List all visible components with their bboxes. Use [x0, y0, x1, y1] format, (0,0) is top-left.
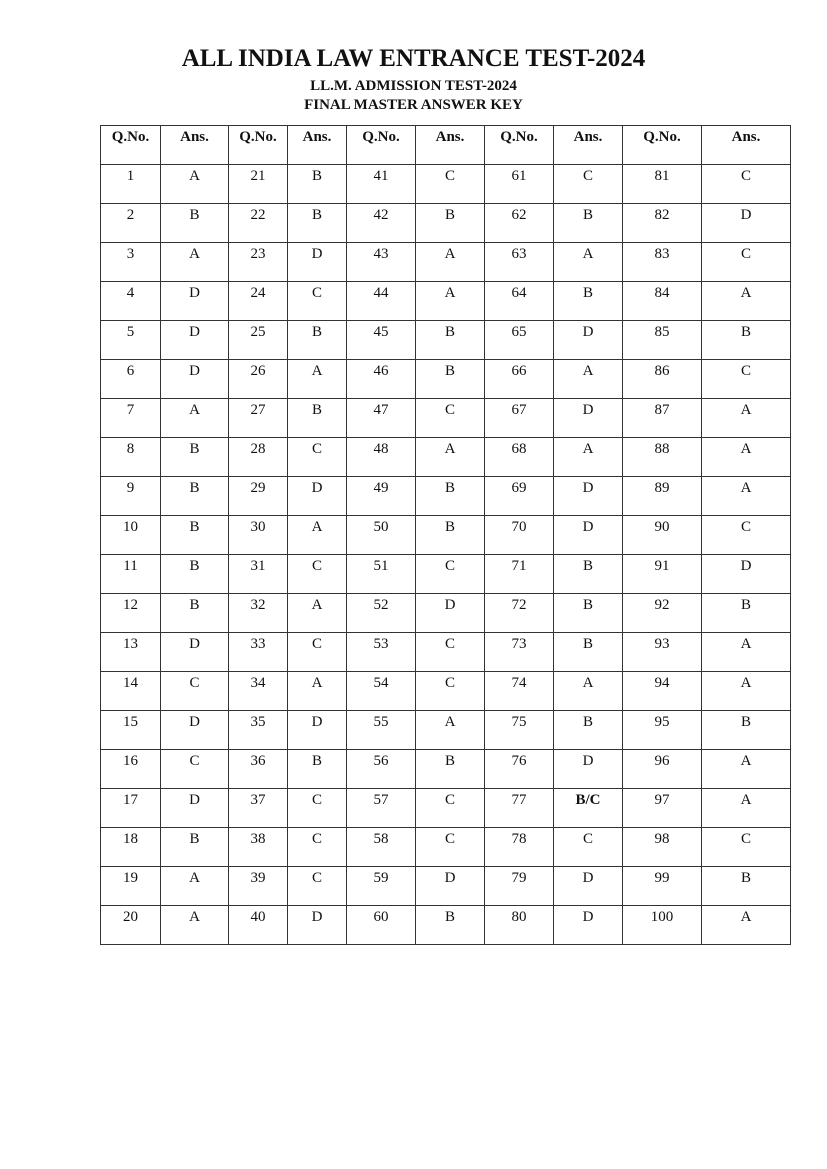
header-qno: Q.No. [623, 126, 702, 165]
answer-cell: D [702, 555, 791, 594]
header-ans: Ans. [554, 126, 623, 165]
answer-cell: B [288, 321, 347, 360]
question-number-cell: 10 [101, 516, 161, 555]
answer-cell: B [288, 165, 347, 204]
question-number-cell: 3 [101, 243, 161, 282]
answer-key-table [100, 125, 791, 945]
answer-cell: A [288, 594, 347, 633]
question-number-cell: 92 [623, 594, 702, 633]
answer-cell: B [288, 750, 347, 789]
question-number-cell: 18 [101, 828, 161, 867]
answer-cell: A [702, 477, 791, 516]
question-number-cell: 69 [485, 477, 554, 516]
answer-cell: C [288, 633, 347, 672]
answer-cell: C [288, 789, 347, 828]
answer-cell: B [161, 828, 229, 867]
question-number-cell: 16 [101, 750, 161, 789]
answer-cell: A [702, 399, 791, 438]
answer-cell: A [416, 438, 485, 477]
answer-cell: A [554, 243, 623, 282]
question-number-cell: 55 [347, 711, 416, 750]
question-number-cell: 58 [347, 828, 416, 867]
answer-cell: D [554, 906, 623, 945]
answer-cell: B [554, 555, 623, 594]
question-number-cell: 38 [229, 828, 288, 867]
question-number-cell: 42 [347, 204, 416, 243]
question-number-cell: 68 [485, 438, 554, 477]
answer-cell: B [702, 711, 791, 750]
question-number-cell: 81 [623, 165, 702, 204]
question-number-cell: 35 [229, 711, 288, 750]
answer-cell: A [702, 789, 791, 828]
answer-cell: D [161, 360, 229, 399]
question-number-cell: 24 [229, 282, 288, 321]
answer-cell: A [161, 399, 229, 438]
answer-cell: D [416, 594, 485, 633]
question-number-cell: 87 [623, 399, 702, 438]
question-number-cell: 23 [229, 243, 288, 282]
question-number-cell: 61 [485, 165, 554, 204]
answer-cell: A [554, 438, 623, 477]
question-number-cell: 64 [485, 282, 554, 321]
question-number-cell: 28 [229, 438, 288, 477]
table-row [101, 477, 791, 516]
table-row [101, 438, 791, 477]
question-number-cell: 31 [229, 555, 288, 594]
question-number-cell: 26 [229, 360, 288, 399]
question-number-cell: 34 [229, 672, 288, 711]
answer-cell: C [288, 282, 347, 321]
answer-cell: A [288, 516, 347, 555]
question-number-cell: 73 [485, 633, 554, 672]
answer-cell: A [288, 360, 347, 399]
question-number-cell: 51 [347, 555, 416, 594]
question-number-cell: 43 [347, 243, 416, 282]
answer-cell: C [416, 399, 485, 438]
question-number-cell: 40 [229, 906, 288, 945]
answer-cell: A [554, 672, 623, 711]
question-number-cell: 48 [347, 438, 416, 477]
question-number-cell: 30 [229, 516, 288, 555]
question-number-cell: 80 [485, 906, 554, 945]
answer-cell: D [161, 282, 229, 321]
question-number-cell: 22 [229, 204, 288, 243]
answer-cell: C [416, 555, 485, 594]
answer-cell: B [416, 360, 485, 399]
question-number-cell: 13 [101, 633, 161, 672]
answer-cell: B [554, 204, 623, 243]
question-number-cell: 25 [229, 321, 288, 360]
question-number-cell: 36 [229, 750, 288, 789]
answer-cell: D [161, 789, 229, 828]
header-ans: Ans. [416, 126, 485, 165]
answer-cell: B [161, 477, 229, 516]
table-row [101, 282, 791, 321]
answer-cell: D [161, 321, 229, 360]
answer-cell: D [161, 633, 229, 672]
question-number-cell: 84 [623, 282, 702, 321]
answer-cell: B [554, 633, 623, 672]
answer-cell: B/C [554, 789, 623, 828]
answer-key-subtitle: FINAL MASTER ANSWER KEY [304, 97, 523, 113]
answer-cell: B [554, 282, 623, 321]
table-row [101, 828, 791, 867]
answer-cell: B [416, 906, 485, 945]
question-number-cell: 29 [229, 477, 288, 516]
answer-cell: D [288, 711, 347, 750]
question-number-cell: 94 [623, 672, 702, 711]
question-number-cell: 8 [101, 438, 161, 477]
answer-cell: C [161, 750, 229, 789]
question-number-cell: 66 [485, 360, 554, 399]
question-number-cell: 89 [623, 477, 702, 516]
question-number-cell: 45 [347, 321, 416, 360]
question-number-cell: 86 [623, 360, 702, 399]
question-number-cell: 46 [347, 360, 416, 399]
answer-cell: B [288, 204, 347, 243]
table-row [101, 633, 791, 672]
question-number-cell: 90 [623, 516, 702, 555]
question-number-cell: 95 [623, 711, 702, 750]
question-number-cell: 75 [485, 711, 554, 750]
question-number-cell: 44 [347, 282, 416, 321]
answer-cell: B [416, 477, 485, 516]
answer-cell: A [161, 867, 229, 906]
question-number-cell: 14 [101, 672, 161, 711]
question-number-cell: 62 [485, 204, 554, 243]
answer-cell: C [702, 165, 791, 204]
answer-cell: B [416, 321, 485, 360]
answer-cell: C [702, 828, 791, 867]
question-number-cell: 67 [485, 399, 554, 438]
question-number-cell: 77 [485, 789, 554, 828]
question-number-cell: 63 [485, 243, 554, 282]
question-number-cell: 49 [347, 477, 416, 516]
answer-cell: C [554, 165, 623, 204]
answer-cell: D [554, 867, 623, 906]
question-number-cell: 82 [623, 204, 702, 243]
answer-cell: A [702, 438, 791, 477]
question-number-cell: 72 [485, 594, 554, 633]
answer-cell: A [702, 906, 791, 945]
question-number-cell: 6 [101, 360, 161, 399]
table-row [101, 516, 791, 555]
question-number-cell: 91 [623, 555, 702, 594]
question-number-cell: 11 [101, 555, 161, 594]
answer-cell: D [288, 243, 347, 282]
answer-cell: A [702, 282, 791, 321]
header-ans: Ans. [161, 126, 229, 165]
exam-subtitle: LL.M. ADMISSION TEST-2024 [310, 78, 517, 94]
question-number-cell: 50 [347, 516, 416, 555]
answer-cell: D [288, 906, 347, 945]
answer-cell: B [161, 555, 229, 594]
table-row [101, 204, 791, 243]
answer-cell: C [288, 828, 347, 867]
answer-cell: A [702, 750, 791, 789]
question-number-cell: 47 [347, 399, 416, 438]
question-number-cell: 1 [101, 165, 161, 204]
table-row [101, 243, 791, 282]
question-number-cell: 57 [347, 789, 416, 828]
table-row [101, 750, 791, 789]
answer-cell: D [554, 477, 623, 516]
answer-cell: C [416, 828, 485, 867]
header-ans: Ans. [288, 126, 347, 165]
question-number-cell: 54 [347, 672, 416, 711]
answer-cell: D [554, 516, 623, 555]
answer-cell: B [416, 516, 485, 555]
answer-cell: C [288, 555, 347, 594]
header-ans: Ans. [702, 126, 791, 165]
question-number-cell: 98 [623, 828, 702, 867]
question-number-cell: 2 [101, 204, 161, 243]
question-number-cell: 19 [101, 867, 161, 906]
answer-cell: D [554, 750, 623, 789]
question-number-cell: 21 [229, 165, 288, 204]
header-qno: Q.No. [101, 126, 161, 165]
question-number-cell: 59 [347, 867, 416, 906]
question-number-cell: 53 [347, 633, 416, 672]
answer-cell: C [161, 672, 229, 711]
question-number-cell: 52 [347, 594, 416, 633]
answer-cell: A [161, 243, 229, 282]
table-row [101, 906, 791, 945]
answer-cell: C [416, 633, 485, 672]
table-row [101, 165, 791, 204]
question-number-cell: 93 [623, 633, 702, 672]
answer-cell: B [702, 321, 791, 360]
question-number-cell: 97 [623, 789, 702, 828]
table-row [101, 867, 791, 906]
question-number-cell: 85 [623, 321, 702, 360]
question-number-cell: 41 [347, 165, 416, 204]
question-number-cell: 65 [485, 321, 554, 360]
question-number-cell: 27 [229, 399, 288, 438]
table-row [101, 594, 791, 633]
answer-cell: A [416, 711, 485, 750]
header-qno: Q.No. [485, 126, 554, 165]
header-qno: Q.No. [347, 126, 416, 165]
answer-cell: D [554, 399, 623, 438]
answer-cell: A [416, 282, 485, 321]
question-number-cell: 17 [101, 789, 161, 828]
answer-cell: C [702, 516, 791, 555]
table-header-row [101, 126, 791, 165]
answer-cell: C [416, 789, 485, 828]
question-number-cell: 79 [485, 867, 554, 906]
question-number-cell: 70 [485, 516, 554, 555]
answer-cell: B [416, 204, 485, 243]
answer-cell: B [161, 204, 229, 243]
question-number-cell: 100 [623, 906, 702, 945]
question-number-cell: 60 [347, 906, 416, 945]
header-qno: Q.No. [229, 126, 288, 165]
answer-cell: B [416, 750, 485, 789]
answer-cell: B [288, 399, 347, 438]
table-row [101, 672, 791, 711]
answer-cell: A [288, 672, 347, 711]
answer-cell: C [416, 165, 485, 204]
answer-cell: C [702, 360, 791, 399]
answer-cell: A [161, 906, 229, 945]
answer-cell: B [702, 594, 791, 633]
question-number-cell: 76 [485, 750, 554, 789]
question-number-cell: 12 [101, 594, 161, 633]
question-number-cell: 5 [101, 321, 161, 360]
table-row [101, 789, 791, 828]
table-row [101, 360, 791, 399]
answer-cell: D [554, 321, 623, 360]
answer-cell: A [161, 165, 229, 204]
question-number-cell: 39 [229, 867, 288, 906]
answer-cell: A [702, 672, 791, 711]
answer-cell: B [161, 438, 229, 477]
question-number-cell: 96 [623, 750, 702, 789]
question-number-cell: 33 [229, 633, 288, 672]
answer-cell: B [161, 516, 229, 555]
answer-cell: C [416, 672, 485, 711]
question-number-cell: 4 [101, 282, 161, 321]
answer-cell: A [702, 633, 791, 672]
answer-cell: A [554, 360, 623, 399]
question-number-cell: 78 [485, 828, 554, 867]
question-number-cell: 88 [623, 438, 702, 477]
table-row [101, 555, 791, 594]
answer-cell: B [554, 594, 623, 633]
question-number-cell: 83 [623, 243, 702, 282]
question-number-cell: 37 [229, 789, 288, 828]
answer-cell: C [554, 828, 623, 867]
answer-cell: D [702, 204, 791, 243]
table-row [101, 711, 791, 750]
question-number-cell: 15 [101, 711, 161, 750]
answer-cell: B [161, 594, 229, 633]
page-title: ALL INDIA LAW ENTRANCE TEST-2024 [181, 45, 646, 72]
table-row [101, 321, 791, 360]
answer-cell: D [288, 477, 347, 516]
question-number-cell: 32 [229, 594, 288, 633]
question-number-cell: 20 [101, 906, 161, 945]
question-number-cell: 74 [485, 672, 554, 711]
question-number-cell: 9 [101, 477, 161, 516]
answer-cell: C [288, 438, 347, 477]
question-number-cell: 99 [623, 867, 702, 906]
answer-cell: D [161, 711, 229, 750]
table-row [101, 399, 791, 438]
answer-cell: B [702, 867, 791, 906]
answer-cell: D [416, 867, 485, 906]
question-number-cell: 7 [101, 399, 161, 438]
answer-cell: C [288, 867, 347, 906]
answer-cell: A [416, 243, 485, 282]
question-number-cell: 56 [347, 750, 416, 789]
answer-cell: C [702, 243, 791, 282]
question-number-cell: 71 [485, 555, 554, 594]
answer-cell: B [554, 711, 623, 750]
